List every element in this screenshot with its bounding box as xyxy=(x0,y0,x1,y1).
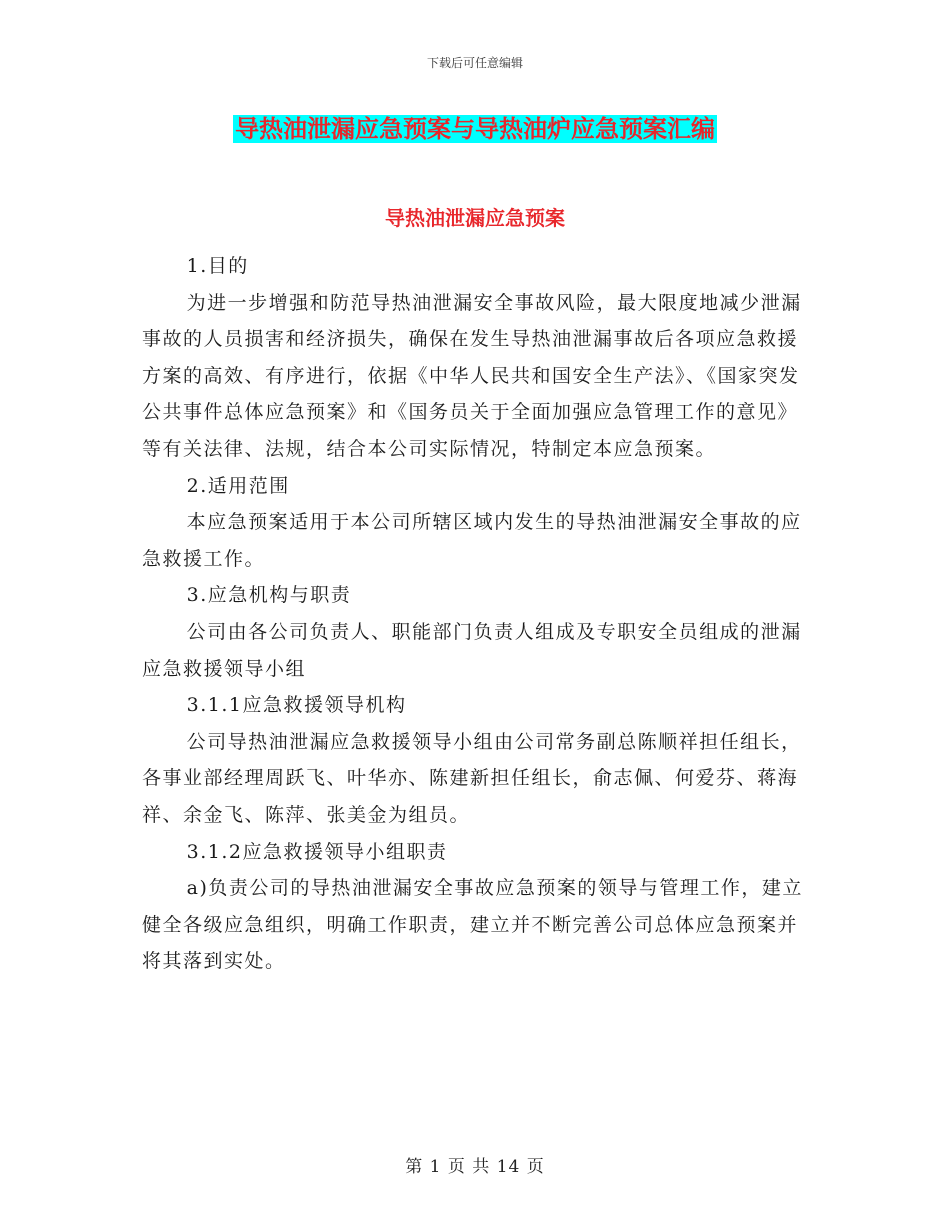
heading-organization: 3.应急机构与职责 xyxy=(186,584,352,607)
document-body xyxy=(142,248,812,980)
heading-scope: 2.适用范围 xyxy=(186,474,290,497)
header-note: 下载后可任意编辑 xyxy=(426,56,523,70)
document-title xyxy=(0,112,950,146)
paragraph-leadership: 公司导热油泄漏应急救援领导小组由公司常务副总陈顺祥担任组长，各事业部经理周跃飞、叶华亦、陈建新担任组长，俞志佩、何爱芬、蒋海祥、余金飞、陈萍、张美金为组员。 xyxy=(142,730,802,826)
paragraph-duties-a: a)负责公司的导热油泄漏安全事故应急预案的领导与管理工作，建立健全各级应急组织，明确工作职责，建立并不断完善公司总体应急预案并将其落到实处。 xyxy=(142,877,803,973)
paragraph-organization: 公司由各公司负责人、职能部门负责人组成及专职安全员组成的泄漏应急救援领导小组 xyxy=(142,620,802,680)
heading-purpose: 1.目的 xyxy=(186,255,249,277)
paragraph-purpose: 为进一步增强和防范导热油泄漏安全事故风险，最大限度地减少泄漏事故的人员损害和经济损失，确保在发生导热油泄漏事故后各项应急救援方案的高效、有序进行，依据《中华人民共和国安全生产法》、《国家突发公共事件总体应急预案》和《国务员关于全面加强应急管理工作的意见》等有关法律、法规，结合本公司实际情况，特制定本应急预案。 xyxy=(142,291,802,460)
paragraph-scope: 本应急预案适用于本公司所辖区域内发生的导热油泄漏安全事故的应急救援工作。 xyxy=(142,511,802,570)
section-title: 导热油泄漏应急预案 xyxy=(385,206,565,230)
heading-leadership: 3.1.1应急救援领导机构 xyxy=(186,694,407,717)
document-title-text: 导热油泄漏应急预案与导热油炉应急预案汇编 xyxy=(235,115,715,143)
heading-duties: 3.1.2应急救援领导小组职责 xyxy=(186,840,448,863)
page-footer: 第 1 页 共 14 页 xyxy=(405,1157,545,1177)
